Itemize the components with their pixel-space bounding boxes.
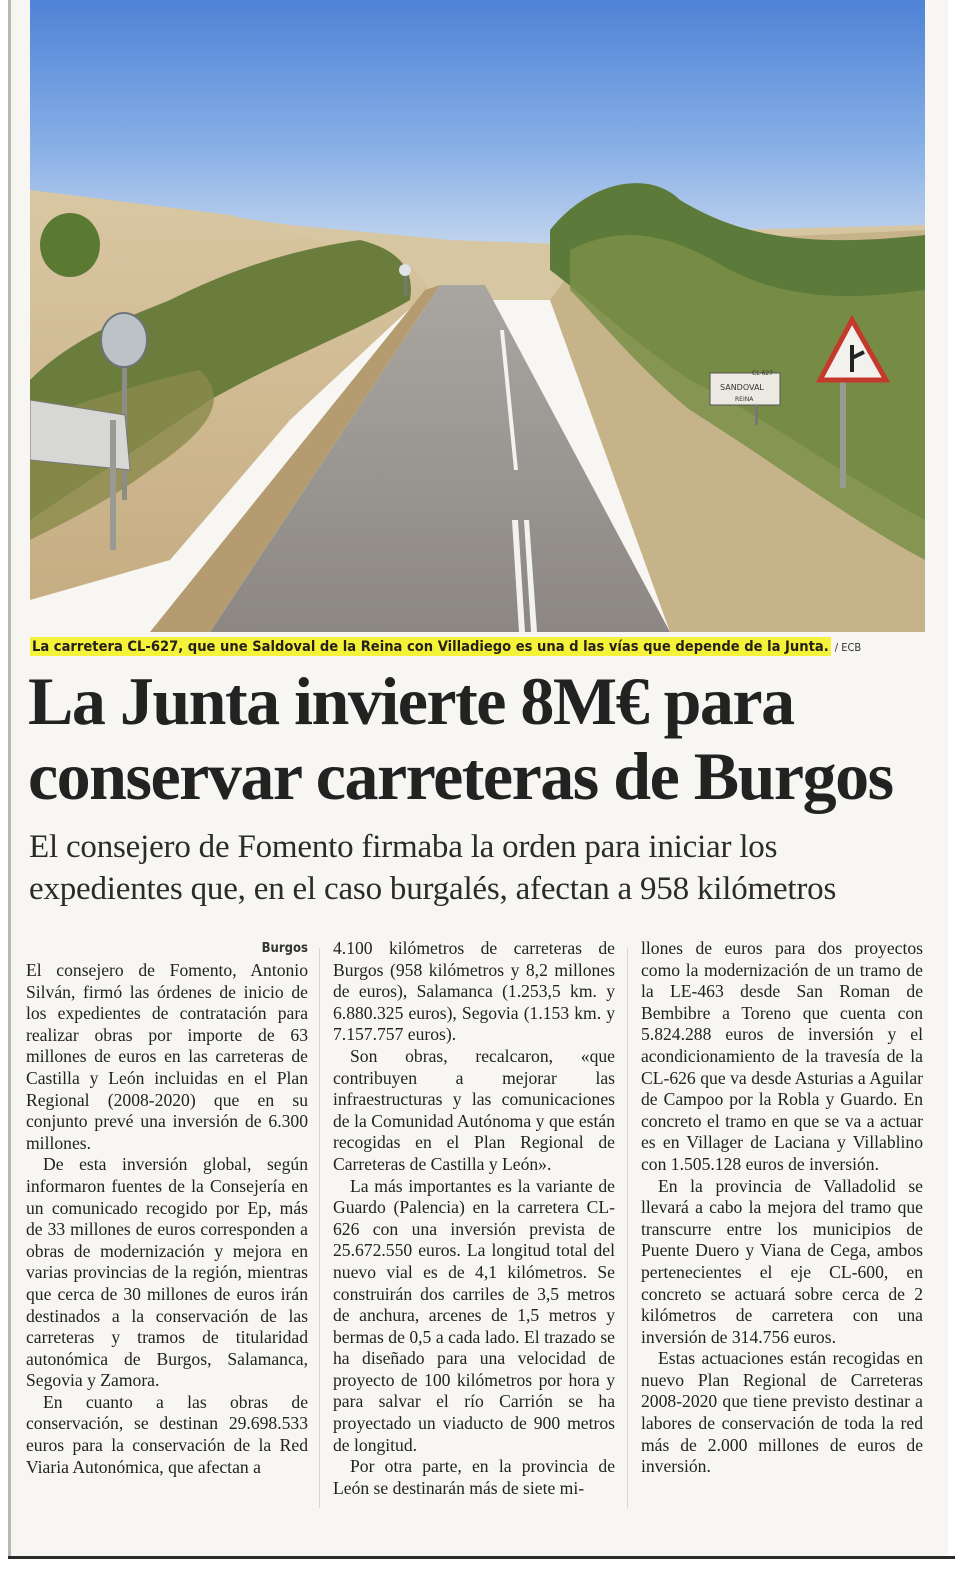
bottom-rule xyxy=(8,1556,955,1559)
photo-caption xyxy=(30,638,925,660)
paragraph: El consejero de Fomento, Antonio Silván, firmó las órdenes de inicio de los expedientes de contratación para realizar obras por importe de 63 millones de euros en las carreteras de Castilla y León incluidas en el Plan Regional (2008-2020) que en su conjunto prevé una inversión de 6.300 millones. xyxy=(26,960,308,1153)
town-sign-line2: REINA xyxy=(735,396,754,403)
paragraph: Estas actuaciones están recogidas en nuevo Plan Regional de Carreteras 2008-2020 que tiene previsto destinar a labores de conservación de toda la red más de 2.000 millones de euros de inversión. xyxy=(641,1348,923,1477)
caption-text: La carretera CL-627, que une Saldoval de la Reina con Villadiego es una d las vías que depende de la Junta. xyxy=(32,638,829,655)
paragraph: Son obras, recalcaron, «que contribuyen a mejorar las infraestructuras y las comunicaciones de la Comunidad Autónoma y que están recogidas en el Plan Regional de Carreteras de Castilla y León». xyxy=(333,1045,615,1174)
headline-line-1: La Junta invierte 8M€ para xyxy=(28,663,794,739)
article-column-2 xyxy=(333,938,615,1499)
paragraph: En la provincia de Valladolid se llevará a cabo la mejora del tramo que transcurre entre los municipios de Puente Duero y Viana de Cega, ambos pertenecientes el eje CL-600, en concreto se actuará sobre cerca de 2 kilómetros de carretera con una inversión de 314.756 euros. xyxy=(641,1175,923,1347)
subheadline xyxy=(29,826,929,910)
article-column-3 xyxy=(641,938,923,1478)
column-divider xyxy=(627,948,628,1508)
column-divider xyxy=(319,948,320,1508)
subheadline-line-2: expedientes que, en el caso burgalés, afectan a 958 kilómetros xyxy=(29,871,837,907)
article-column-1 xyxy=(26,938,308,1478)
paragraph: 4.100 kilómetros de carreteras de Burgos (958 kilómetros y 8,2 millones de euros), Salamanca (1.253,5 km. y 6.880.325 euros), Segovia (1.153 km. y 7.157.757 euros). xyxy=(333,938,615,1045)
paragraph: La más importantes es la variante de Guardo (Palencia) en la carretera CL-626 con una inversión prevista de 25.672.550 euros. La longitud total del nuevo vial es de 4,1 kilómetros. Se construirán dos carriles de 3,5 metros de anchura, arcenes de 1,5 metros y bermas de 0,5 a cada lado. El trazado se ha diseñado para una velocidad de proyecto de 100 kilómetros por hora y para salvar el río Carrión se ha proyectado un viaducto de 900 metros de longitud. xyxy=(333,1175,615,1455)
road-landscape-image xyxy=(30,0,925,632)
photo-credit: / ECB xyxy=(834,641,862,654)
clipping-edge xyxy=(8,0,11,1556)
road-code-plate: CL-627 xyxy=(752,370,774,377)
article-photo xyxy=(30,0,925,632)
headline xyxy=(28,664,928,814)
paragraph: En cuanto a las obras de conservación, se destinan 29.698.533 euros para la conservación de la Red Viaria Autonómica, que afectan a xyxy=(26,1391,308,1477)
headline-line-2: conservar carreteras de Burgos xyxy=(28,738,893,814)
dateline-place: Burgos xyxy=(261,941,308,956)
subheadline-line-1: El consejero de Fomento firmaba la orden para iniciar los xyxy=(29,829,778,865)
paragraph: Por otra parte, en la provincia de León se destinarán más de siete mi- xyxy=(333,1456,615,1498)
paragraph: llones de euros para dos proyectos como la modernización de un tramo de la LE-463 desde San Roman de Bembibre a Toreno que cuenta con 5.824.288 euros de inversión y el acondicionamiento de la travesía de la CL-626 que va desde Asturias a Aguilar de Campoo por la Robla y Guardo. En concreto el tramo en que se va a actuar es en Villager de Laciana y Villablino con 1.505.128 euros de inversión. xyxy=(641,938,923,1174)
paragraph: De esta inversión global, según informaron fuentes de la Consejería en un comunicado recogido por Ep, más de 33 millones de euros corresponden a obras de modernización y mejora en varias provincias de la región, mientras que cerca de 30 millones de euros irán destinados a la conservación de las carreteras y tramos de titularidad autonómica de Burgos, Salamanca, Segovia y Zamora. xyxy=(26,1154,308,1391)
town-sign-line1: SANDOVAL xyxy=(720,383,764,392)
